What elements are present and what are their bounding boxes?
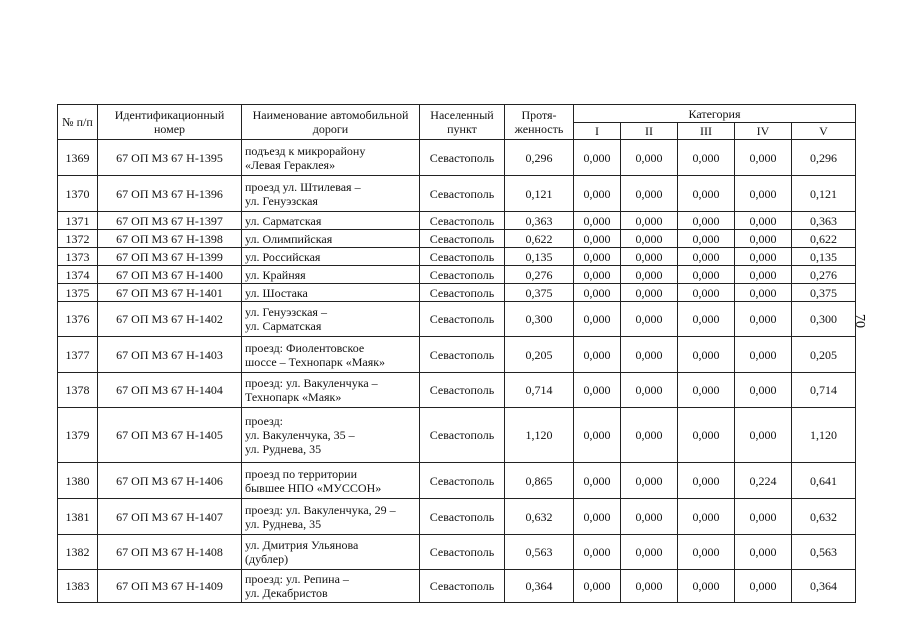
- category-2-value: 0,000: [621, 499, 678, 535]
- category-2-value: 0,000: [621, 230, 678, 248]
- settlement: Севастополь: [420, 212, 505, 230]
- row-number: 1383: [58, 570, 98, 603]
- road-id: 67 ОП МЗ 67 Н-1405: [98, 408, 242, 463]
- road-name-line: «Левая Гераклея»: [245, 157, 336, 172]
- table-row: [58, 248, 856, 266]
- road-id: 67 ОП МЗ 67 Н-1402: [98, 302, 242, 337]
- length: 0,714: [505, 373, 574, 408]
- road-name: [242, 266, 420, 284]
- length: 0,364: [505, 570, 574, 603]
- category-1-value: 0,000: [574, 463, 621, 499]
- category-5-value: 0,622: [792, 230, 856, 248]
- road-name-line: проезд ул. Штилевая –: [245, 179, 361, 194]
- table-body: [58, 140, 856, 603]
- road-name-line: проезд: Фиолентовское: [245, 340, 365, 355]
- category-5-value: 0,300: [792, 302, 856, 337]
- page-number: 70: [852, 314, 867, 328]
- category-1-value: 0,000: [574, 302, 621, 337]
- category-2-value: 0,000: [621, 212, 678, 230]
- road-name-line: ул. Руднева, 35: [245, 516, 322, 531]
- category-5-value: 0,714: [792, 373, 856, 408]
- settlement: Севастополь: [420, 570, 505, 603]
- roads-table: [57, 104, 856, 603]
- category-4-value: 0,000: [735, 140, 792, 176]
- row-number: 1369: [58, 140, 98, 176]
- table-row: [58, 284, 856, 302]
- category-5-value: 0,375: [792, 284, 856, 302]
- road-name: [242, 212, 420, 230]
- row-number: 1372: [58, 230, 98, 248]
- length: 0,375: [505, 284, 574, 302]
- length: 0,135: [505, 248, 574, 266]
- category-5-value: 0,364: [792, 570, 856, 603]
- settlement: Севастополь: [420, 284, 505, 302]
- length: 0,276: [505, 266, 574, 284]
- header-number: № п/п: [58, 105, 98, 140]
- category-4-value: 0,000: [735, 212, 792, 230]
- category-3-value: 0,000: [678, 284, 735, 302]
- header-cat-2: II: [621, 123, 678, 140]
- header-settlement: Населенный пункт: [420, 105, 505, 140]
- category-1-value: 0,000: [574, 373, 621, 408]
- category-1-value: 0,000: [574, 248, 621, 266]
- header-cat-3: III: [678, 123, 735, 140]
- road-name-line: подъезд к микрорайону: [245, 143, 366, 158]
- category-2-value: 0,000: [621, 266, 678, 284]
- category-3-value: 0,000: [678, 230, 735, 248]
- category-5-value: 0,121: [792, 176, 856, 212]
- table-row: [58, 140, 856, 176]
- road-name: [242, 337, 420, 373]
- table-row: [58, 230, 856, 248]
- road-name: [242, 373, 420, 408]
- category-2-value: 0,000: [621, 535, 678, 570]
- road-name-line: ул. Декабристов: [245, 586, 328, 600]
- category-2-value: 0,000: [621, 463, 678, 499]
- road-name: [242, 463, 420, 499]
- category-4-value: 0,000: [735, 535, 792, 570]
- row-number: 1380: [58, 463, 98, 499]
- category-3-value: 0,000: [678, 373, 735, 408]
- category-3-value: 0,000: [678, 337, 735, 373]
- category-3-value: 0,000: [678, 535, 735, 570]
- header-category: Категория: [574, 105, 856, 123]
- road-name-line: ул. Сарматская: [245, 319, 322, 333]
- category-3-value: 0,000: [678, 140, 735, 176]
- category-1-value: 0,000: [574, 284, 621, 302]
- length: 0,296: [505, 140, 574, 176]
- table-row: [58, 535, 856, 570]
- settlement: Севастополь: [420, 373, 505, 408]
- category-4-value: 0,000: [735, 570, 792, 603]
- road-name-line: ул. Крайняя: [245, 267, 306, 282]
- road-name: [242, 408, 420, 463]
- road-name-line: ул. Олимпийская: [245, 231, 333, 246]
- category-5-value: 0,641: [792, 463, 856, 499]
- category-3-value: 0,000: [678, 212, 735, 230]
- category-3-value: 0,000: [678, 463, 735, 499]
- road-id: 67 ОП МЗ 67 Н-1397: [98, 212, 242, 230]
- category-3-value: 0,000: [678, 408, 735, 463]
- settlement: Севастополь: [420, 248, 505, 266]
- road-id: 67 ОП МЗ 67 Н-1404: [98, 373, 242, 408]
- road-name-line: ул. Сарматская: [245, 213, 322, 228]
- category-1-value: 0,000: [574, 230, 621, 248]
- settlement: Севастополь: [420, 408, 505, 463]
- category-2-value: 0,000: [621, 302, 678, 337]
- table-row: [58, 499, 856, 535]
- road-name: [242, 248, 420, 266]
- category-4-value: 0,000: [735, 302, 792, 337]
- category-5-value: 1,120: [792, 408, 856, 463]
- road-name: [242, 284, 420, 302]
- settlement: Севастополь: [420, 337, 505, 373]
- road-name-line: бывшее НПО «МУССОН»: [245, 480, 382, 495]
- road-name: [242, 230, 420, 248]
- category-2-value: 0,000: [621, 284, 678, 302]
- table-row: [58, 302, 856, 337]
- road-name-line: шоссе – Технопарк «Маяк»: [245, 354, 386, 369]
- table-row: [58, 266, 856, 284]
- category-4-value: 0,000: [735, 337, 792, 373]
- category-1-value: 0,000: [574, 140, 621, 176]
- road-name-line: ул. Российская: [245, 249, 321, 264]
- category-2-value: 0,000: [621, 570, 678, 603]
- table-header: [58, 105, 856, 140]
- category-5-value: 0,205: [792, 337, 856, 373]
- table-row: [58, 337, 856, 373]
- road-id: 67 ОП МЗ 67 Н-1403: [98, 337, 242, 373]
- category-2-value: 0,000: [621, 140, 678, 176]
- category-5-value: 0,296: [792, 140, 856, 176]
- length: 0,205: [505, 337, 574, 373]
- length: 0,300: [505, 302, 574, 337]
- row-number: 1377: [58, 337, 98, 373]
- road-name: [242, 176, 420, 212]
- road-id: 67 ОП МЗ 67 Н-1407: [98, 499, 242, 535]
- category-4-value: 0,000: [735, 373, 792, 408]
- category-5-value: 0,135: [792, 248, 856, 266]
- length: 0,121: [505, 176, 574, 212]
- row-number: 1373: [58, 248, 98, 266]
- category-1-value: 0,000: [574, 499, 621, 535]
- header-id: Идентификационный номер: [98, 105, 242, 140]
- header-cat-5: V: [792, 123, 856, 140]
- category-4-value: 0,000: [735, 248, 792, 266]
- table-row: [58, 463, 856, 499]
- road-name-line: проезд: ул. Вакуленчука, 29 –: [245, 502, 396, 517]
- settlement: Севастополь: [420, 266, 505, 284]
- row-number: 1378: [58, 373, 98, 408]
- road-name-line: ул. Генуэзская: [245, 193, 318, 208]
- road-name: [242, 535, 420, 570]
- header-length: Протя- женность: [505, 105, 574, 140]
- row-number: 1374: [58, 266, 98, 284]
- category-4-value: 0,000: [735, 499, 792, 535]
- category-4-value: 0,000: [735, 230, 792, 248]
- road-name-line: проезд: ул. Вакуленчука –: [245, 376, 378, 390]
- settlement: Севастополь: [420, 176, 505, 212]
- road-name-line: (дублер): [245, 552, 289, 566]
- road-name-line: проезд: ул. Репина –: [245, 572, 349, 586]
- category-3-value: 0,000: [678, 499, 735, 535]
- settlement: Севастополь: [420, 499, 505, 535]
- length: 0,865: [505, 463, 574, 499]
- header-cat-4: IV: [735, 123, 792, 140]
- road-name-line: ул. Дмитрия Ульянова: [245, 538, 359, 552]
- category-3-value: 0,000: [678, 176, 735, 212]
- category-1-value: 0,000: [574, 570, 621, 603]
- category-1-value: 0,000: [574, 212, 621, 230]
- category-2-value: 0,000: [621, 176, 678, 212]
- category-1-value: 0,000: [574, 535, 621, 570]
- road-id: 67 ОП МЗ 67 Н-1408: [98, 535, 242, 570]
- row-number: 1371: [58, 212, 98, 230]
- road-name-line: Технопарк «Маяк»: [245, 390, 342, 404]
- road-id: 67 ОП МЗ 67 Н-1401: [98, 284, 242, 302]
- category-2-value: 0,000: [621, 248, 678, 266]
- road-name-line: ул. Генуэзская –: [245, 305, 327, 319]
- settlement: Севастополь: [420, 535, 505, 570]
- road-name: [242, 140, 420, 176]
- category-2-value: 0,000: [621, 408, 678, 463]
- category-3-value: 0,000: [678, 248, 735, 266]
- table-row: [58, 570, 856, 603]
- road-name: [242, 302, 420, 337]
- length: 0,563: [505, 535, 574, 570]
- settlement: Севастополь: [420, 463, 505, 499]
- road-id: 67 ОП МЗ 67 Н-1395: [98, 140, 242, 176]
- row-number: 1381: [58, 499, 98, 535]
- road-id: 67 ОП МЗ 67 Н-1406: [98, 463, 242, 499]
- road-name: [242, 570, 420, 603]
- header-road-name: Наименование автомобильной дороги: [242, 105, 420, 140]
- row-number: 1379: [58, 408, 98, 463]
- category-5-value: 0,363: [792, 212, 856, 230]
- category-1-value: 0,000: [574, 337, 621, 373]
- category-4-value: 0,000: [735, 408, 792, 463]
- road-id: 67 ОП МЗ 67 Н-1399: [98, 248, 242, 266]
- road-name-line: проезд:: [245, 414, 284, 428]
- road-name: [242, 499, 420, 535]
- table-row: [58, 373, 856, 408]
- category-4-value: 0,224: [735, 463, 792, 499]
- category-1-value: 0,000: [574, 176, 621, 212]
- settlement: Севастополь: [420, 302, 505, 337]
- row-number: 1375: [58, 284, 98, 302]
- road-name-line: ул. Шостака: [245, 285, 308, 300]
- category-3-value: 0,000: [678, 266, 735, 284]
- settlement: Севастополь: [420, 230, 505, 248]
- road-name-line: ул. Руднева, 35: [245, 442, 322, 456]
- length: 0,622: [505, 230, 574, 248]
- table-row: [58, 176, 856, 212]
- road-name-line: ул. Вакуленчука, 35 –: [245, 428, 355, 442]
- length: 0,363: [505, 212, 574, 230]
- category-4-value: 0,000: [735, 266, 792, 284]
- road-id: 67 ОП МЗ 67 Н-1398: [98, 230, 242, 248]
- length: 1,120: [505, 408, 574, 463]
- category-5-value: 0,276: [792, 266, 856, 284]
- category-5-value: 0,632: [792, 499, 856, 535]
- table-row: [58, 408, 856, 463]
- header-cat-1: I: [574, 123, 621, 140]
- category-2-value: 0,000: [621, 337, 678, 373]
- category-1-value: 0,000: [574, 408, 621, 463]
- category-1-value: 0,000: [574, 266, 621, 284]
- road-id: 67 ОП МЗ 67 Н-1400: [98, 266, 242, 284]
- category-5-value: 0,563: [792, 535, 856, 570]
- category-2-value: 0,000: [621, 373, 678, 408]
- row-number: 1382: [58, 535, 98, 570]
- row-number: 1376: [58, 302, 98, 337]
- road-name-line: проезд по территории: [245, 466, 358, 481]
- category-4-value: 0,000: [735, 176, 792, 212]
- road-id: 67 ОП МЗ 67 Н-1409: [98, 570, 242, 603]
- row-number: 1370: [58, 176, 98, 212]
- road-id: 67 ОП МЗ 67 Н-1396: [98, 176, 242, 212]
- settlement: Севастополь: [420, 140, 505, 176]
- length: 0,632: [505, 499, 574, 535]
- category-4-value: 0,000: [735, 284, 792, 302]
- category-3-value: 0,000: [678, 570, 735, 603]
- category-3-value: 0,000: [678, 302, 735, 337]
- table-row: [58, 212, 856, 230]
